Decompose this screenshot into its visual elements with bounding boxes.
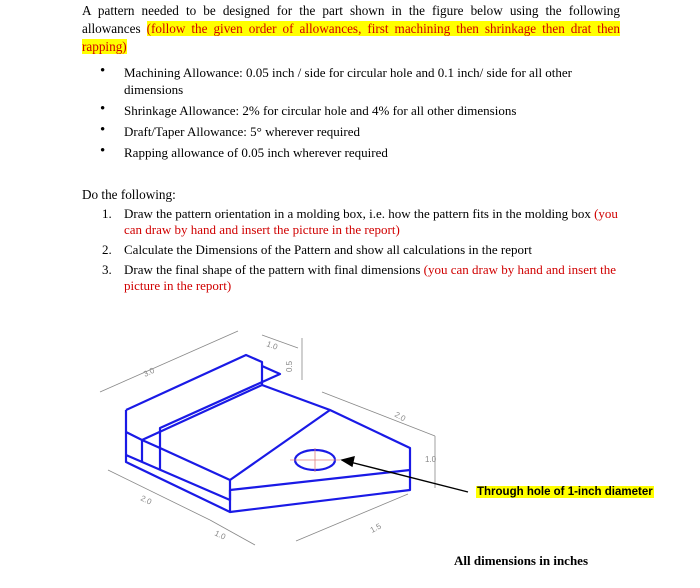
- dim-label: 2.0: [139, 493, 154, 507]
- dim-label: 1.0: [425, 455, 437, 464]
- task-item: [100, 242, 622, 258]
- allowance-shrinkage: • Shrinkage Allowance: 2% for circular hole and 4% for all other dimensions: [100, 102, 622, 119]
- allowance-rapping: • Rapping allowance of 0.05 inch wherever required: [100, 144, 622, 161]
- dim-label: 1.0: [265, 339, 279, 352]
- dim-label: 3.0: [142, 365, 156, 379]
- dimension-lines: [100, 331, 435, 545]
- intro-highlight: (follow the given order of allowances, first machining then shrinkage then drat then rapping): [82, 21, 620, 54]
- allowance-list: [100, 64, 622, 165]
- task-number: 1.: [102, 206, 112, 221]
- task-item: [100, 206, 622, 238]
- task-list: [100, 206, 622, 298]
- task-note: (you can draw by hand and insert the picture in the report): [124, 262, 617, 293]
- task-text: Calculate the Dimensions of the Pattern and show all calculations in the report: [124, 242, 532, 257]
- dim-label: 0.5: [285, 360, 294, 372]
- centerline: [290, 448, 340, 472]
- task-number: 3.: [102, 262, 112, 277]
- dim-label: 1.5: [368, 521, 383, 535]
- tasks-label: Do the following:: [82, 187, 176, 202]
- task-text: Draw the final shape of the pattern with final dimensions: [124, 262, 424, 277]
- allowance-draft: • Draft/Taper Allowance: 5° wherever required: [100, 123, 622, 140]
- dimensions-note: All dimensions in inches: [454, 553, 589, 568]
- allowance-machining: • Machining Allowance: 0.05 inch / side for circular hole and 0.1 inch/ side for all other dimensions: [100, 64, 622, 98]
- dim-label: 2.0: [393, 409, 408, 424]
- task-note: (you can draw by hand and insert the picture in the report): [124, 206, 618, 237]
- intro-paragraph: [82, 2, 620, 56]
- intro-text: A pattern needed to be designed for the part shown in the figure below using the following allowances: [82, 3, 620, 36]
- part-drawing: [0, 310, 700, 588]
- task-number: 2.: [102, 242, 112, 257]
- callout-label: Through hole of 1-inch diameter: [477, 486, 653, 498]
- dim-label: 1.0: [213, 528, 228, 542]
- part-outline: [126, 355, 410, 512]
- task-item: [100, 262, 622, 294]
- task-text: Draw the pattern orientation in a molding box, i.e. how the pattern fits in the molding box: [124, 206, 595, 221]
